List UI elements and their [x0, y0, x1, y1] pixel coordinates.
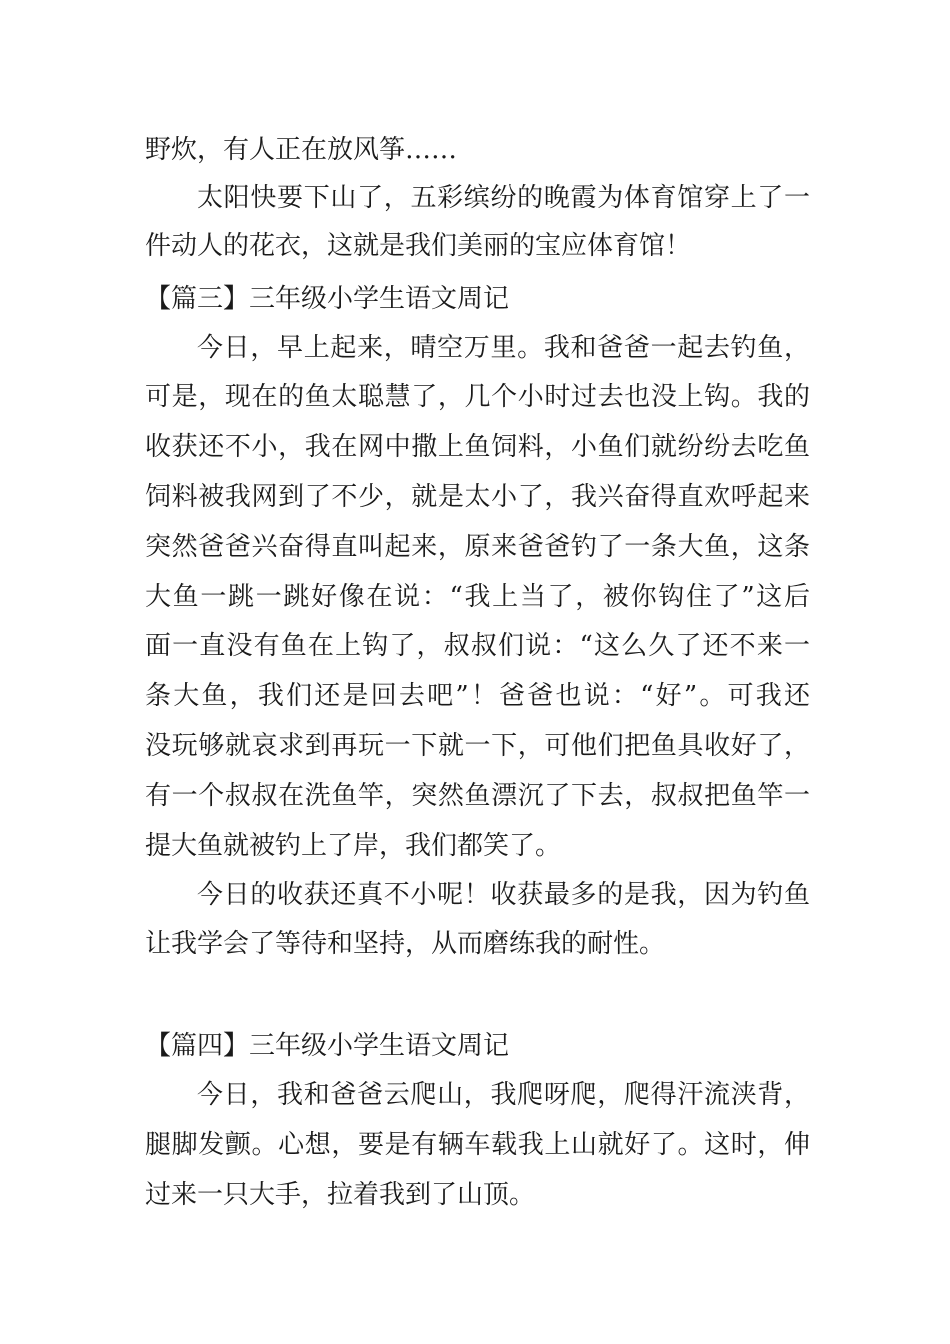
body-line: 让我学会了等待和坚持，从而磨练我的耐性。: [145, 929, 666, 959]
section-heading-3: 【篇三】三年级小学生语文周记: [145, 284, 510, 314]
body-line: 可是，现在的鱼太聪慧了，几个小时过去也没上钩。我的: [145, 382, 810, 412]
body-line: 收获还不小，我在网中撒上鱼饲料，小鱼们就纷纷去吃鱼: [145, 432, 810, 462]
body-line: 腿脚发颤。心想，要是有辆车载我上山就好了。这时，伸: [145, 1130, 810, 1160]
body-line: 今日，我和爸爸云爬山，我爬呀爬，爬得汗流浃背，: [197, 1080, 810, 1110]
section-heading-4: 【篇四】三年级小学生语文周记: [145, 1031, 510, 1061]
body-line: 面一直没有鱼在上钩了，叔叔们说：“这么久了还不来一: [145, 631, 810, 661]
body-line: 大鱼一跳一跳好像在说：“我上当了，被你钩住了”这后: [145, 582, 810, 612]
body-line: 饲料被我网到了不少，就是太小了，我兴奋得直欢呼起来: [145, 482, 810, 512]
body-line: 提大鱼就被钓上了岸，我们都笑了。: [145, 831, 562, 861]
body-line: 没玩够就哀求到再玩一下就一下，可他们把鱼具收好了，: [145, 731, 810, 761]
body-line: 突然爸爸兴奋得直叫起来，原来爸爸钓了一条大鱼，这条: [145, 532, 810, 562]
body-line: 条大鱼，我们还是回去吧”！爸爸也说：“好”。可我还: [145, 681, 810, 711]
body-line: 过来一只大手，拉着我到了山顶。: [145, 1180, 536, 1210]
body-line: 今日的收获还真不小呢！收获最多的是我，因为钓鱼: [197, 880, 810, 910]
body-line: 件动人的花衣，这就是我们美丽的宝应体育馆！: [145, 231, 692, 261]
body-line: 有一个叔叔在洗鱼竿，突然鱼漂沉了下去，叔叔把鱼竿一: [145, 781, 810, 811]
body-line: 今日，早上起来，晴空万里。我和爸爸一起去钓鱼，: [197, 333, 810, 363]
body-line: 野炊，有人正在放风筝……: [145, 135, 458, 165]
body-line: 太阳快要下山了，五彩缤纷的晚霞为体育馆穿上了一: [197, 183, 810, 213]
